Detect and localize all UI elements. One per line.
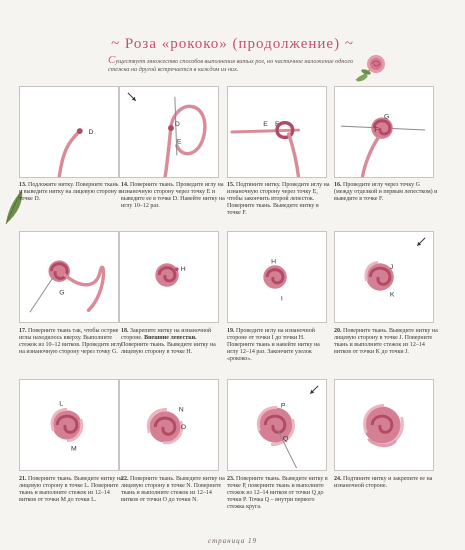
step-15-photo bbox=[227, 86, 327, 178]
label-Q: Q bbox=[282, 435, 289, 443]
step-14-photo bbox=[119, 86, 219, 178]
label-G: G bbox=[384, 113, 390, 121]
step-19-caption: 19. Проведите иглу на изнаночной стороне от точки I до точки H. Поверните ткань и навейте нитку на иглу 12–14 раз. Закончите узелок «рококо». bbox=[227, 328, 320, 362]
step-23-caption: 23. Поверните ткань. Выведите нитку в точке P, поверните ткань и выполните стежок из 12–14 витков от точки Q до точки P. Точка Q – внутри первого стежка круга. bbox=[227, 476, 328, 510]
step-17-photo bbox=[19, 231, 119, 323]
label-H: H bbox=[271, 258, 277, 266]
step-14-caption: 14. Поверните ткань. Проведите иглу на изнаночную сторону через точку E и выведите ее в точке D. Навейте нитку на иглу 10–12 раз. bbox=[121, 182, 225, 209]
rose-decoration-icon bbox=[352, 50, 392, 86]
step-15-caption: 15. Подтяните нитку. Проведите иглу на изнаночную сторону через точку E, чтобы закончить второй лепесток. Поверните ткань. Выведите нитку в точке F. bbox=[227, 182, 330, 216]
step-24-caption: 24. Подтяните нитку и закрепите ее на изнаночной стороне. bbox=[334, 476, 433, 489]
label-H: H bbox=[180, 266, 186, 274]
page-title: ~ Роза «рококо» (продолжение) ~ bbox=[111, 36, 354, 52]
step-13-caption: 13. Подложите нитку. Поверните ткань и выведите нитку на лицевую сторону в точке D. bbox=[19, 182, 122, 202]
label-F: F bbox=[275, 121, 280, 129]
step-24-photo bbox=[334, 379, 434, 471]
label-K: K bbox=[389, 291, 395, 299]
step-17-caption: 17. Поверните ткань так, чтобы острие иглы находилось вверху. Выполните стежок из 10–12 витков. Проведите иглу на изнаночную сторону через точку G. bbox=[19, 328, 123, 355]
step-13-photo bbox=[19, 86, 119, 178]
step-16-caption: 16. Проведите иглу через точку G (между отделкой и первым лепестком) и выведите в точке F. bbox=[334, 182, 438, 202]
label-G: G bbox=[59, 289, 65, 297]
page-number: страница 19 bbox=[208, 537, 257, 545]
step-22-caption: 22. Поверните ткань. Выведите нитку на лицевую сторону в точке N. Поверните ткань и выполните стежок из 12–14 витков от точки O до точки N. bbox=[121, 476, 225, 503]
step-21-photo bbox=[19, 379, 119, 471]
step-18-photo bbox=[119, 231, 219, 323]
step-19-photo bbox=[227, 231, 327, 323]
label-E: E bbox=[176, 138, 182, 146]
step-22-photo bbox=[119, 379, 219, 471]
label-F: F bbox=[374, 127, 379, 134]
step-20-photo bbox=[334, 231, 434, 323]
label-P: P bbox=[280, 402, 286, 410]
label-D: D bbox=[88, 128, 94, 136]
drop-cap: С bbox=[108, 54, 116, 66]
label-E: E bbox=[263, 121, 268, 129]
label-O: O bbox=[180, 423, 187, 431]
step-16-photo bbox=[334, 86, 434, 178]
label-N: N bbox=[178, 406, 184, 414]
subtitle-text: уществует множество способов выполнения витых роз, но частичное наложение одного стежка на другой встречается в каждом из них. bbox=[108, 58, 353, 73]
step-23-photo bbox=[227, 379, 327, 471]
label-D: D bbox=[174, 121, 180, 129]
step-20-caption: 20. Поверните ткань. Выведите нитку на лицевую сторону в точке J. Поверните ткань и выполните стежок из 12–14 витков от точки K до точки J. bbox=[334, 328, 438, 355]
page-subtitle bbox=[108, 56, 356, 74]
label-J: J bbox=[389, 264, 394, 272]
step-18-caption: 18. Закрепите нитку на изнаночной стороне. Внешние лепестки. Поверните ткань. Выведите нитку на лицевую сторону в точке H. bbox=[121, 328, 216, 355]
label-M: M bbox=[70, 445, 77, 453]
step-21-caption: 21. Поверните ткань. Выведите нитку на лицевую сторону в точке L. Поверните ткань и выполните стежок из 12–14 витков от точки M до точки L. bbox=[19, 476, 123, 503]
label-I: I bbox=[280, 295, 283, 303]
label-L: L bbox=[59, 400, 64, 408]
